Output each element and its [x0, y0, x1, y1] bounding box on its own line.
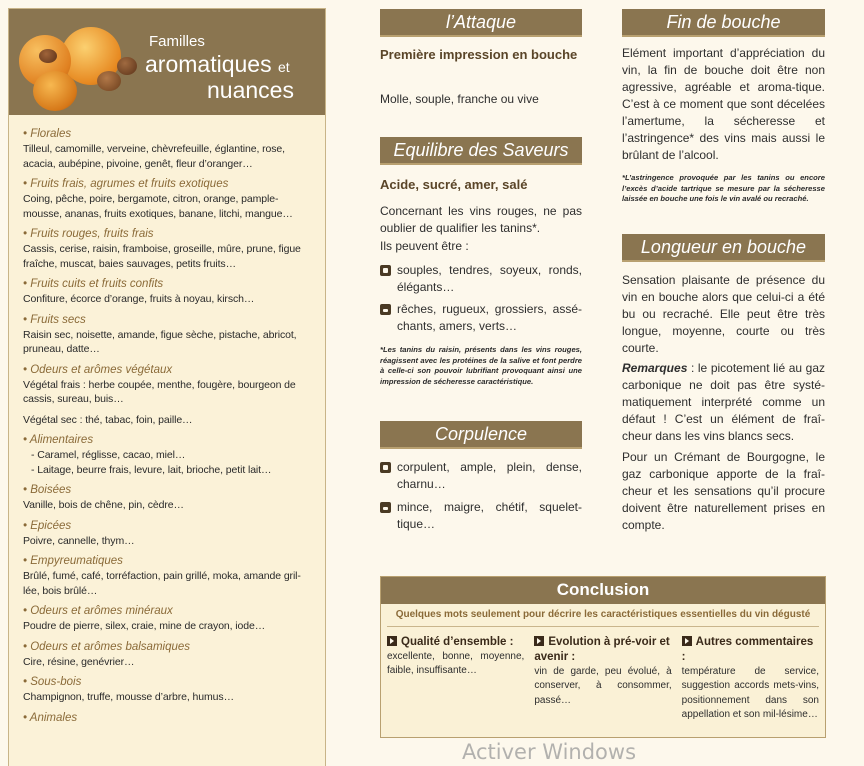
- tanins-positive-item: [380, 262, 582, 296]
- conclusion-col-qualite: [387, 635, 524, 723]
- families-title-aromatiques: aromatiques: [145, 51, 272, 77]
- aroma-family-title: • Animales: [23, 711, 78, 724]
- attaque-text: Molle, souple, franche ou vive: [380, 92, 539, 106]
- tanins-negative-item: [380, 301, 582, 335]
- fin-title: Fin de bouche: [622, 9, 825, 37]
- tanins-negative-text: rêches, rugueux, grossiers, assé-chants, amers, verts…: [397, 302, 582, 333]
- equilibre-subtitle: Acide, sucré, amer, salé: [380, 177, 528, 192]
- aroma-family-item: [23, 711, 313, 726]
- conclusion-col-title: [387, 635, 524, 650]
- aroma-family-item: [23, 127, 313, 171]
- attaque-subtitle: Première impression en bouche: [380, 47, 578, 62]
- aroma-family-examples: Tilleul, camomille, verveine, chèvrefeuille, églantine, rose, acacia, aubépine, pivoine, genêt, fleur d’oranger…: [23, 143, 285, 170]
- qualite-text: excellente, bonne, moyenne, faible, insuffisante…: [387, 651, 525, 677]
- aroma-family-examples: Poivre, cannelle, thym…: [23, 534, 135, 547]
- aroma-family-examples: - Laitage, beurre frais, levure, lait, brioche, petit lait…: [31, 463, 272, 476]
- aroma-family-examples: Cassis, cerise, raisin, framboise, groseille, mûre, prune, figue fraîche, muscat, baies sauvages, petits fruits…: [23, 243, 301, 270]
- arrow-box-icon: [387, 636, 397, 646]
- aroma-family-title: • Sous-bois: [23, 676, 82, 688]
- remarques-text: [622, 360, 825, 445]
- aroma-family-examples: Raisin sec, noisette, amande, figue sèche, pistache, abricot, pruneau, datte…: [23, 328, 297, 355]
- tanins-positive-text: souples, tendres, soyeux, ronds, élégants…: [397, 263, 582, 294]
- aroma-family-examples: Poudre de pierre, silex, craie, mine de crayon, iode…: [23, 620, 266, 632]
- arrow-box-icon: [534, 636, 544, 646]
- hazelnut-image: [97, 71, 121, 91]
- autres-text: température de service, suggestion accords mets-vins, positionnement dans son appellation et son mil-lésime…: [681, 666, 819, 721]
- thumbs-down-icon: [380, 304, 391, 315]
- aroma-family-examples: Confiture, écorce d’orange, fruits à noyau, kirsch…: [23, 293, 255, 305]
- aroma-family-item: [23, 554, 313, 598]
- corpulence-negative-item: [380, 499, 582, 533]
- evolution-text: vin de garde, peu évolué, à conserver, à consommer, passé…: [534, 666, 672, 706]
- conclusion-title: Conclusion: [381, 577, 825, 604]
- longueur-title: Longueur en bouche: [622, 234, 825, 262]
- aroma-family-title: • Empyreumatiques: [23, 555, 123, 567]
- aroma-family-item: [23, 277, 313, 307]
- aroma-family-title: • Epicées: [23, 519, 72, 532]
- aroma-families-header: [9, 9, 325, 115]
- aroma-family-item: [23, 483, 313, 513]
- equilibre-lead: Ils peuvent être :: [380, 239, 469, 253]
- families-title-line1: Familles: [149, 33, 205, 50]
- conclusion-subtitle: Quelques mots seulement pour décrire les caractéristiques essentielles du vin dégusté: [387, 608, 819, 627]
- aroma-family-item: [23, 604, 313, 634]
- aroma-family-item: [23, 227, 313, 271]
- aroma-family-title: • Boisées: [23, 484, 72, 496]
- aroma-family-examples: Champignon, truffe, mousse d’arbre, humus…: [23, 691, 234, 703]
- cremant-text: Pour un Crémant de Bourgogne, le gaz carbonique apporte de la fraî-cheur et les sensations qu’il procure doivent être naturellement prises en compte.: [622, 450, 825, 532]
- hazelnut-image: [39, 49, 57, 63]
- aroma-family-title: • Alimentaires: [23, 434, 94, 446]
- families-title-line3: nuances: [207, 77, 294, 103]
- thumbs-down-icon: [380, 502, 391, 513]
- aroma-family-examples: Coing, pêche, poire, bergamote, citron, orange, pample-mousse, ananas, fruits exotiques, banane, litchi, mangue…: [23, 193, 293, 220]
- remarques-label: Remarques: [622, 361, 688, 375]
- evolution-title: Evolution à pré-voir et avenir :: [534, 636, 670, 663]
- corpulence-positive-item: [380, 459, 582, 493]
- longueur-text: Sensation plaisante de présence du vin en bouche alors que celui-ci a été bu ou recraché. Elle peut être très longue, moyenne, courte ou très courte.: [622, 273, 825, 355]
- equilibre-intro: Concernant les vins rouges, ne pas oublier de qualifier les tanins*.: [380, 204, 582, 235]
- corpulence-positive-text: corpulent, ample, plein, dense, charnu…: [397, 460, 582, 491]
- aroma-family-title: • Fruits cuits et fruits confits: [23, 278, 164, 290]
- remarques-body: : le picotement lié au gaz carbonique ne doit pas être systé-matiquement interprété comme un défaut ! C’est un élément de fraî-cheur dans les vins blancs secs.: [622, 361, 825, 443]
- aroma-list: [9, 115, 325, 726]
- corpulence-title: Corpulence: [380, 421, 582, 449]
- hazelnut-image: [117, 57, 137, 75]
- aroma-family-examples: - Caramel, réglisse, cacao, miel…: [31, 449, 186, 461]
- families-title-et: et: [277, 59, 290, 75]
- corpulence-negative-text: mince, maigre, chétif, squelet-tique…: [397, 500, 582, 531]
- aroma-family-examples: Végétal sec : thé, tabac, foin, paille…: [23, 413, 193, 426]
- aroma-family-title: • Odeurs et arômes végétaux: [23, 363, 173, 376]
- families-title-line2: [145, 51, 290, 78]
- aroma-family-title: • Florales: [23, 128, 72, 140]
- aroma-family-examples: Brûlé, fumé, café, torréfaction, pain grillé, moka, amande gril-lée, bois brûlé…: [23, 570, 301, 597]
- aroma-family-title: • Fruits rouges, fruits frais: [23, 228, 154, 240]
- aroma-family-examples: Cire, résine, genévrier…: [23, 655, 135, 668]
- conclusion-col-title: [534, 635, 671, 665]
- apricot-image: [33, 71, 77, 111]
- conclusion-col-autres: [682, 635, 819, 723]
- conclusion-columns: [381, 627, 825, 723]
- aroma-family-title: • Odeurs et arômes balsamiques: [23, 640, 191, 653]
- conclusion-box: [380, 576, 826, 738]
- aroma-family-examples: Végétal frais : herbe coupée, menthe, fougère, bourgeon de cassis, sureau, buis…: [23, 378, 296, 405]
- arrow-box-icon: [682, 636, 692, 646]
- tanins-footnote: *Les tanins du raisin, présents dans les vins rouges, réagissent avec les protéines de la salive et font perdre à celle-ci son pouvoir lubrifiant provoquant ainsi une impression de sécheresse caractéristique.: [380, 345, 582, 386]
- thumbs-up-icon: [380, 265, 391, 276]
- aroma-family-item: [23, 519, 313, 549]
- conclusion-col-evolution: [534, 635, 671, 723]
- aroma-family-item: [23, 313, 313, 357]
- aroma-family-item: [23, 363, 313, 428]
- aroma-family-item: [23, 640, 313, 670]
- attaque-title: l’Attaque: [380, 9, 582, 37]
- conclusion-col-title: [682, 635, 819, 665]
- aroma-family-item: [23, 433, 313, 477]
- thumbs-up-icon: [380, 462, 391, 473]
- aroma-family-item: [23, 675, 313, 705]
- aroma-family-examples: Vanille, bois de chêne, pin, cèdre…: [23, 499, 184, 511]
- equilibre-title: Equilibre des Saveurs: [380, 137, 582, 165]
- qualite-title: Qualité d’ensemble :: [401, 636, 514, 648]
- aroma-family-title: • Odeurs et arômes minéraux: [23, 605, 173, 617]
- activate-windows-watermark: Activer Windows: [462, 740, 637, 764]
- aroma-families-panel: [8, 8, 326, 766]
- aroma-family-item: [23, 177, 313, 221]
- fin-text: Elément important d’appréciation du vin, la fin de bouche doit être non agressive, agréable et aroma-tique. C’est à ce moment que sont décelées l’amertume, la sécheresse et l’astringence* des vins mais aussi le brûlant de l’alcool.: [622, 46, 825, 162]
- aroma-family-title: • Fruits frais, agrumes et fruits exotiques: [23, 178, 229, 190]
- autres-title: Autres commentaires :: [681, 636, 814, 663]
- astringence-footnote: *L’astringence provoquée par les tanins ou encore l’excès d’acide tartrique se mesure par la sécheresse laissée en bouche une fois le vin avalé ou recraché.: [622, 173, 825, 204]
- aroma-family-title: • Fruits secs: [23, 313, 86, 326]
